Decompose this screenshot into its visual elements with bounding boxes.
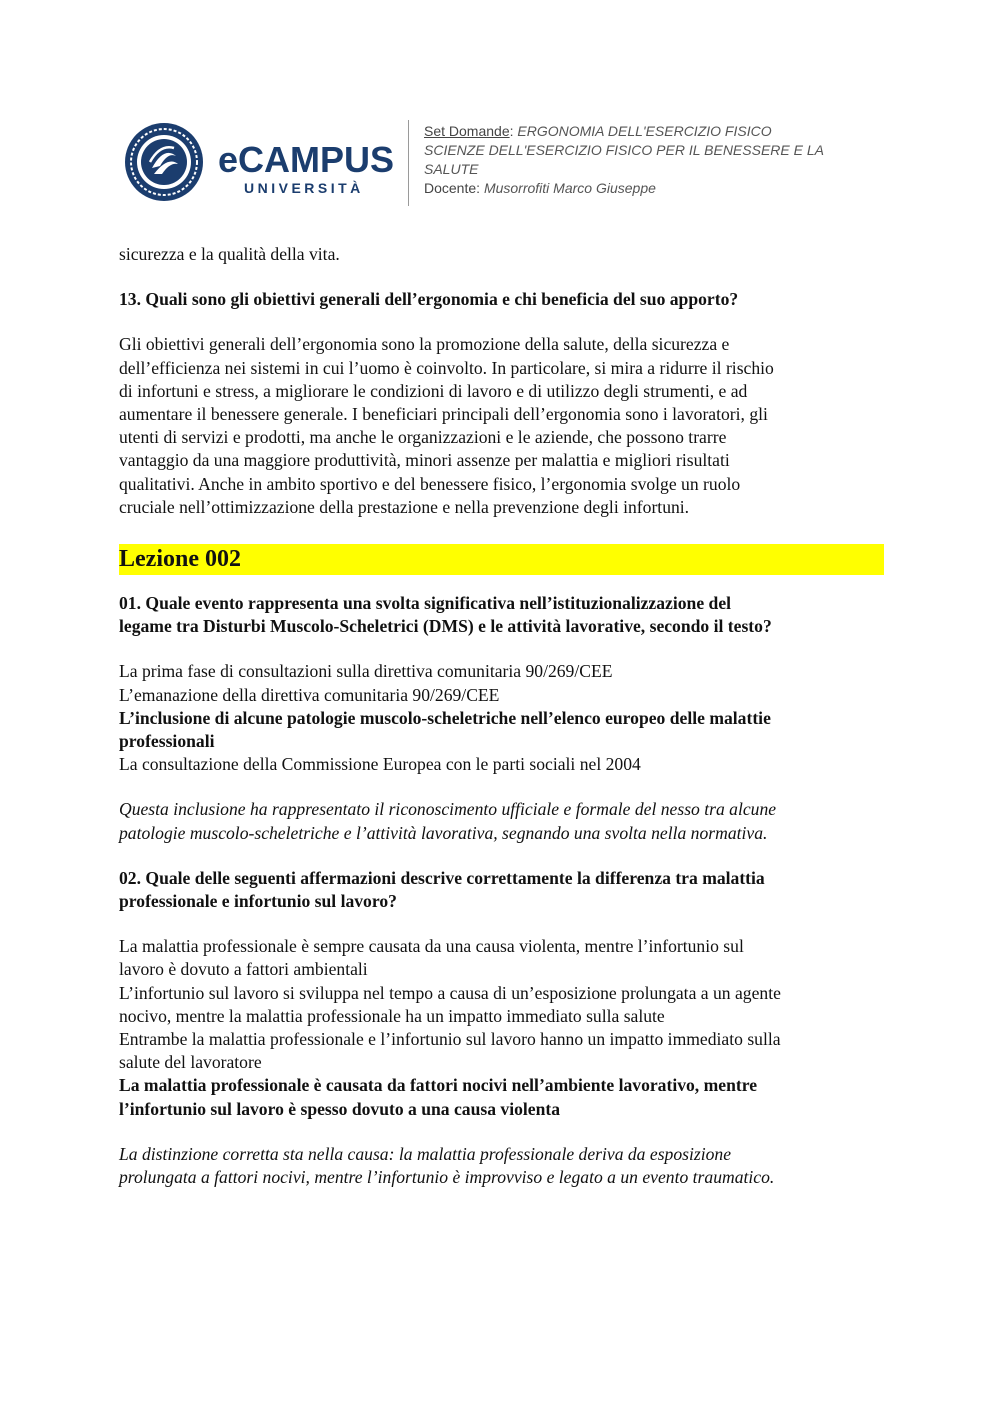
answer-13-line: aumentare il benessere generale. I beneficiari principali dell’ergonomia sono i lavoratori, gli (119, 404, 768, 425)
course-line-1: SCIENZE DELL'ESERCIZIO FISICO PER IL BENESSERE E LA (424, 142, 824, 158)
answer-13 (119, 333, 884, 519)
q02-option-3-line: salute del lavoratore (119, 1052, 262, 1073)
question-13: 13. Quali sono gli obiettivi generali dell’ergonomia e chi beneficia del suo apporto? (119, 289, 739, 310)
q01-explanation (119, 798, 884, 844)
answer-13-line: di infortuni e stress, a migliorare le condizioni di lavoro e di utilizzo degli strumenti, e ad (119, 380, 748, 401)
q01-option-3-correct (119, 707, 884, 753)
page-content (119, 243, 884, 1189)
question-01-line: 01. Quale evento rappresenta una svolta significativa nell’istituzionalizzazione del (119, 593, 732, 614)
q01-option-2: L’emanazione della direttiva comunitaria 90/269/CEE (119, 684, 500, 705)
teacher-value: Musorrofiti Marco Giuseppe (483, 180, 656, 196)
answer-13-line: vantaggio da una maggiore produttività, minori assenze per malattia e migliori risultati (119, 450, 730, 471)
q02-option-2 (119, 982, 884, 1028)
q02-option-1 (119, 935, 884, 981)
ecampus-seal-icon (124, 122, 204, 202)
q01-option-1: La prima fase di consultazioni sulla direttiva comunitaria 90/269/CEE (119, 661, 613, 682)
answer-13-line: utenti di servizi e prodotti, ma anche le organizzazioni e le aziende, che possono trarre (119, 427, 727, 448)
q02-explanation-line: prolungata a fattori nocivi, mentre l’infortunio è improvviso e legato a un evento traumatico. (119, 1167, 775, 1188)
question-02-line: professionale e infortunio sul lavoro? (119, 891, 397, 912)
ecampus-wordmark: eCAMPUS (218, 139, 395, 180)
q02-option-2-line: nocivo, mentre la malattia professionale ha un impatto immediato sulla salute (119, 1005, 665, 1026)
teacher-label: Docente: (424, 180, 481, 196)
q02-option-3-line: Entrambe la malattia professionale e l’infortunio sul lavoro hanno un impatto immediato sulla (119, 1029, 781, 1050)
q02-explanation (119, 1143, 884, 1189)
q02-option-3 (119, 1028, 884, 1074)
q01-explanation-line: Questa inclusione ha rappresentato il riconoscimento ufficiale e formale del nesso tra alcune (119, 799, 777, 820)
q02-option-1-line: La malattia professionale è sempre causata da una causa violenta, mentre l’infortunio sul (119, 936, 744, 957)
question-02-line: 02. Quale delle seguenti affermazioni descrive correttamente la differenza tra malattia (119, 867, 765, 888)
q02-explanation-line: La distinzione corretta sta nella causa: la malattia professionale deriva da esposizione (119, 1143, 732, 1164)
answer-13-line: qualitativi. Anche in ambito sportivo e del benessere fisico, l’ergonomia svolge un ruolo (119, 473, 741, 494)
answer-13-line: cruciale nell’ottimizzazione della prestazione e nella prevenzione degli infortuni. (119, 496, 690, 517)
question-02 (119, 867, 884, 913)
ecampus-subtitle: UNIVERSITÀ (244, 180, 364, 196)
q01-option-4: La consultazione della Commissione Europea con le parti sociali nel 2004 (119, 754, 641, 775)
q02-option-4-correct (119, 1074, 884, 1120)
lesson-title: Lezione 002 (119, 544, 884, 575)
q02-option-1-line: lavoro è dovuto a fattori ambientali (119, 959, 368, 980)
answer-13-line: dell’efficienza nei sistemi in cui l’uomo è coinvolto. In particolare, si mira a ridurre il rischio (119, 357, 774, 378)
q02-option-2-line: L’infortunio sul lavoro si sviluppa nel tempo a causa di un’esposizione prolungata a un agente (119, 982, 781, 1003)
answer-13-line: Gli obiettivi generali dell’ergonomia sono la promozione della salute, della sicurezza e (119, 334, 730, 355)
header-divider (408, 120, 409, 206)
set-line: Set Domande: ERGONOMIA DELL'ESERCIZIO FISICO (424, 123, 772, 139)
teacher-line (424, 179, 884, 198)
question-01 (119, 592, 884, 638)
q01-option-3-line: professionali (119, 731, 215, 752)
page-header (124, 118, 884, 208)
set-label: Set Domande (424, 123, 510, 139)
course-line-2: SALUTE (424, 161, 479, 177)
q02-option-4-line: La malattia professionale è causata da fattori nocivi nell’ambiente lavorativo, mentre (119, 1075, 758, 1096)
q01-option-3-line: L’inclusione di alcune patologie muscolo-scheletriche nell’elenco europeo delle malattie (119, 707, 771, 728)
header-info (424, 122, 884, 198)
question-01-line: legame tra Disturbi Muscolo-Scheletrici (DMS) e le attività lavorative, secondo il testo? (119, 616, 772, 637)
q02-option-4-line: l’infortunio sul lavoro è spesso dovuto a una causa violenta (119, 1098, 561, 1119)
continuation-text: sicurezza e la qualità della vita. (119, 244, 340, 264)
set-value: ERGONOMIA DELL'ESERCIZIO FISICO (517, 123, 772, 139)
q01-explanation-line: patologie muscolo-scheletriche e l’attività lavorativa, segnando una svolta nella normativa. (119, 822, 768, 843)
